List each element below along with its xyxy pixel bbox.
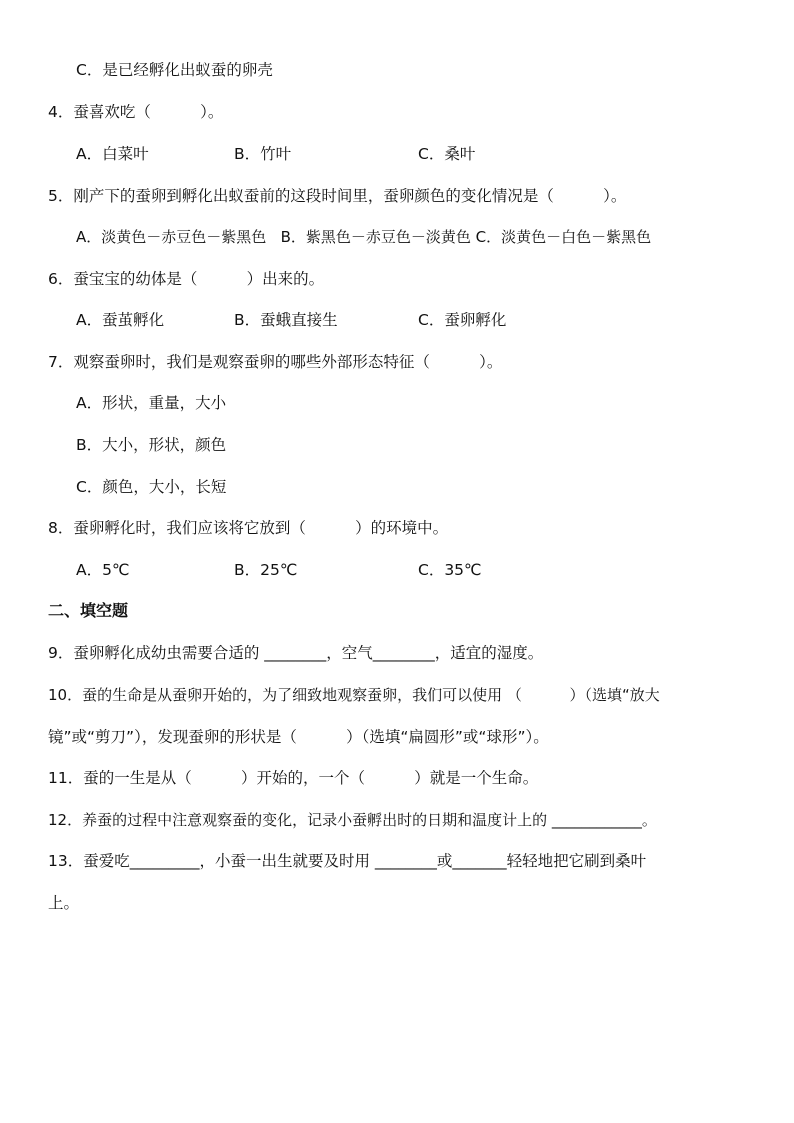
question-7-option-c: C．颜色，大小，长短 xyxy=(76,478,227,496)
line-q3-opt-c: C．是已经孵化出蚁蚕的卵壳 xyxy=(76,61,273,79)
question-8-option-a: A．5℃ xyxy=(76,561,130,579)
question-4-option-c: C．桑叶 xyxy=(418,145,476,163)
question-8-option-b: B．25℃ xyxy=(234,561,298,579)
question-13-line-2: 上。 xyxy=(48,894,80,912)
question-9: 9．蚕卵孵化成幼虫需要合适的 ________，空气________，适宜的湿度。 xyxy=(48,644,544,662)
question-4-stem: 4．蚕喜欢吃（ ）。 xyxy=(48,103,224,121)
question-10-line-2: 镜”或“剪刀”），发现蚕卵的形状是（ ）（选填“扁圆形”或“球形”）。 xyxy=(48,728,549,746)
question-6-option-c: C．蚕卵孵化 xyxy=(418,311,507,329)
question-7-option-b: B．大小，形状，颜色 xyxy=(76,436,227,454)
question-10-line-1: 10．蚕的生命是从蚕卵开始的，为了细致地观察蚕卵，我们可以使用 （ ）（选填“放大 xyxy=(48,686,660,704)
question-6-option-b: B．蚕蛾直接生 xyxy=(234,311,338,329)
question-13-line-1: 13．蚕爱吃_________，小蚕一出生就要及时用 ________或_______轻轻地把它刷到桑叶 xyxy=(48,852,647,870)
question-7-stem: 7．观察蚕卵时，我们是观察蚕卵的哪些外部形态特征（ ）。 xyxy=(48,353,503,371)
section-heading-fill-in: 二、填空题 xyxy=(48,601,129,620)
question-6-option-a: A．蚕茧孵化 xyxy=(76,311,165,329)
question-4-option-b: B．竹叶 xyxy=(234,145,292,163)
question-4-option-a: A．白菜叶 xyxy=(76,145,149,163)
question-12: 12．养蚕的过程中注意观察蚕的变化，记录小蚕孵出时的日期和温度计上的 ____________。 xyxy=(48,811,657,829)
question-5-options: A．淡黄色－赤豆色－紫黑色 B．紫黑色－赤豆色－淡黄色 C．淡黄色－白色－紫黑色 xyxy=(76,228,652,246)
question-5-stem: 5．刚产下的蚕卵到孵化出蚁蚕前的这段时间里，蚕卵颜色的变化情况是（ ）。 xyxy=(48,187,627,205)
question-6-stem: 6．蚕宝宝的幼体是（ ）出来的。 xyxy=(48,270,325,288)
question-8-option-c: C．35℃ xyxy=(418,561,482,579)
question-7-option-a: A．形状，重量，大小 xyxy=(76,394,227,412)
question-11: 11．蚕的一生是从（ ）开始的，一个（ ）就是一个生命。 xyxy=(48,769,539,787)
question-8-stem: 8．蚕卵孵化时，我们应该将它放到（ ）的环境中。 xyxy=(48,519,449,537)
